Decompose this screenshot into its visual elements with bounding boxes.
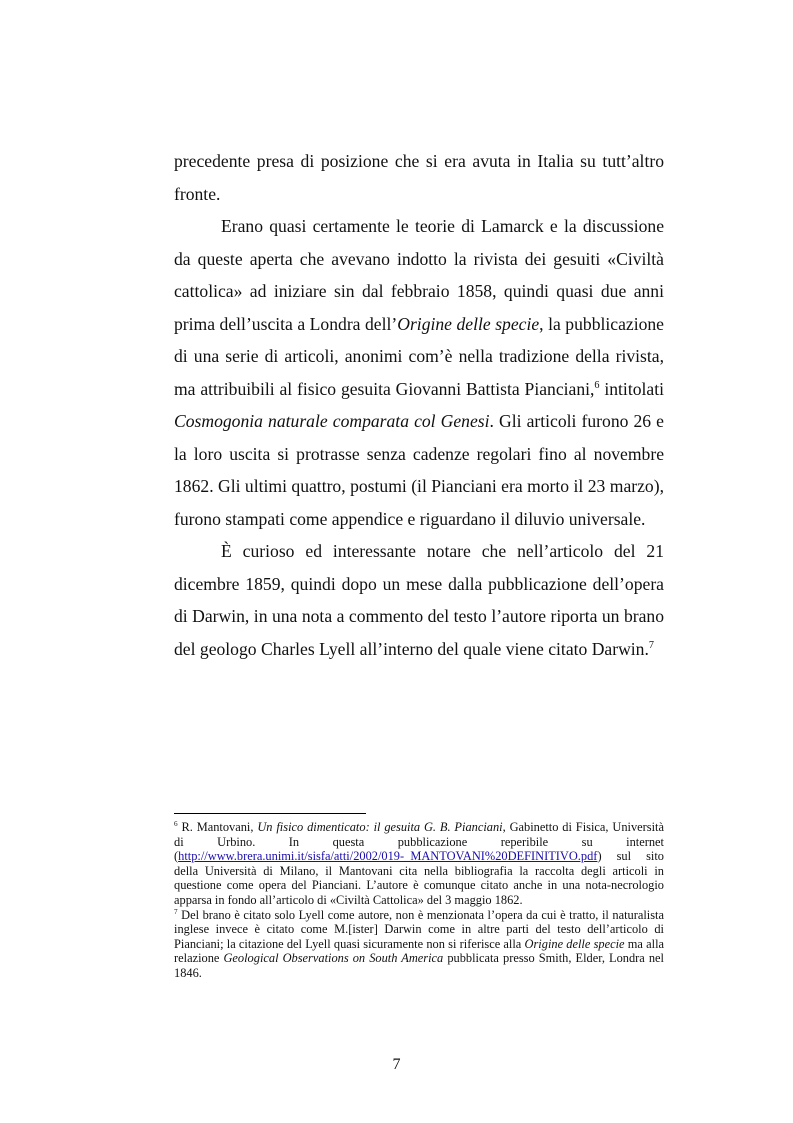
footnote-7: $^7$ Del brano è citato solo Lyell come autore, non è menzionata l’opera da cui è tratto, il naturalista inglese invece è citato come M.[ister] Darwin come in altre parti del testo dell’articolo di Pianciani; la citazione del Lyell quasi sicuramente non si riferisce alla Origine delle specie ma alla relazione Geological Observations on South America pubblicata presso Smith, Elder, Londra nel 1846.	[174, 907, 665, 980]
footnote-6: $^6$ R. Mantovani, Un fisico dimenticato: il gesuita G. B. Pianciani, Gabinetto di Fisica, Università di Urbino. In questa pubblicazione reperibile su internet (http://www.brera.unimi.it/sisfa/atti/2002/019-_MANTOVANI%20DEFINITIVO.pdf) sul sito della Università di Milano, il Mantovani cita nella bibliografia la raccolta degli articoli in questione come opera del Pianciani. L’autore è comunque citato anche in una nota-necrologio apparsa in fondo all’articolo di «Civiltà Cattolica» del 3 maggio 1862.	[174, 819, 664, 907]
footnotes	[174, 820, 664, 981]
paragraph-1: precedente presa di posizione che si era avuta in Italia su tutt’altro fronte.	[174, 151, 664, 204]
footnote-separator	[174, 813, 366, 814]
footnote-ref-6[interactable]: 6	[594, 379, 600, 391]
footnote-marker-6: 6	[174, 819, 178, 828]
paragraph-3: È curioso ed interessante notare che nell’articolo del 21 dicembre 1859, quindi dopo un mese dalla pubblicazione dell’opera di Darwin, in una nota a commento del testo l’autore riporta un brano del geologo Charles Lyell all’interno del quale viene citato Darwin.$^7$	[174, 541, 664, 659]
footnote-link[interactable]: http://www.brera.unimi.it/sisfa/atti/2002/019-_MANTOVANI%20DEFINITIVO.pdf	[178, 849, 598, 864]
work-title-cosmogonia: Cosmogonia naturale comparata col Genesi	[174, 411, 490, 431]
footnote-ref-7[interactable]: 7	[648, 639, 654, 651]
footnote-marker-7: 7	[174, 907, 178, 916]
main-text	[174, 145, 664, 665]
page-number: 7	[392, 1056, 401, 1073]
paragraph-2: Erano quasi certamente le teorie di Lamarck e la discussione da queste aperta che avevano indotto la rivista dei gesuiti «Civiltà cattolica» ad iniziare sin dal febbraio 1858, quindi quasi due anni prima dell’uscita a Londra dell’Origine delle specie, la pubblicazione di una serie di articoli, anonimi com’è nella tradizione della rivista, ma attribuibili al fisico gesuita Giovanni Battista Pianciani,$^6$ intitolati Cosmogonia naturale comparata col Genesi. Gli articoli furono 26 e la loro uscita si protrasse senza cadenze regolari fino al novembre 1862. Gli ultimi quattro, postumi (il Pianciani era morto il 23 marzo), furono stampati come appendice e riguardano il diluvio universale.	[174, 216, 664, 529]
work-title-origine: Origine delle specie	[397, 313, 540, 334]
